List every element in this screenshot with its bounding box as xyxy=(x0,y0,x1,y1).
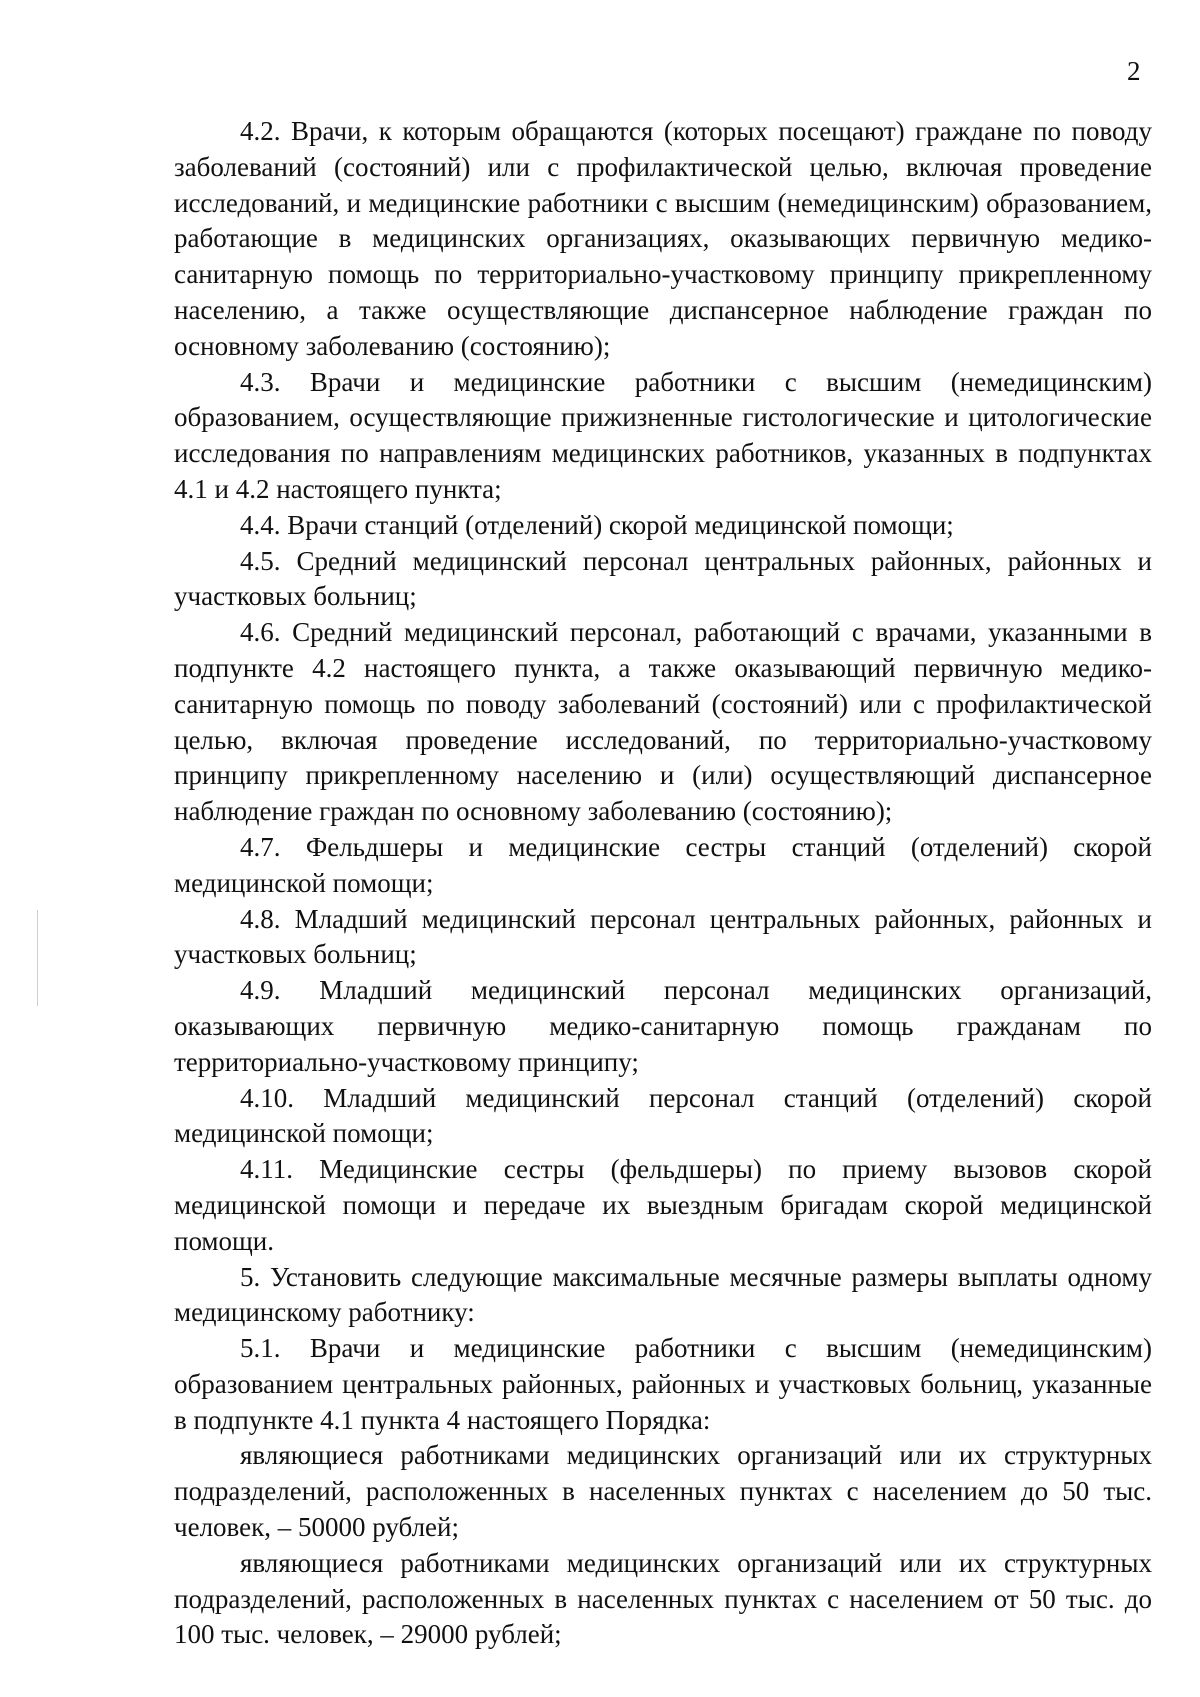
paragraph-4-7: 4.7. Фельдшеры и медицинские сестры станций (отделений) скорой медицинской помощи; xyxy=(174,831,1152,898)
paragraph-5-1-population-50k-100k: являющиеся работниками медицинских организаций или их структурных подразделений, расположенных в населенных пунктах с населением от 50 тыс. до 100 тыс. человек, – 29000 рублей; xyxy=(174,1547,1152,1650)
document-body xyxy=(174,114,1152,1653)
paragraph-5: 5. Установить следующие максимальные месячные размеры выплаты одному медицинскому работнику: xyxy=(174,1261,1152,1328)
page-number: 2 xyxy=(1127,56,1141,86)
paragraph-4-3: 4.3. Врачи и медицинские работники с высшим (немедицинским) образованием, осуществляющие прижизненные гистологические и цитологические исследования по направлениям медицинских работников, указанных в подпунктах 4.1 и 4.2 настоящего пункта; xyxy=(174,366,1152,504)
paragraph-4-2: 4.2. Врачи, к которым обращаются (которых посещают) граждане по поводу заболеваний (состояний) или с профилактической целью, включая проведение исследований, и медицинские работники с высшим (немедицинским) образованием, работающие в медицинских организациях, оказывающих первичную медико-санитарную помощь по территориально-участковому принципу прикрепленному населению, а также осуществляющие диспансерное наблюдение граждан по основному заболеванию (состоянию); xyxy=(174,116,1152,361)
paragraph-4-10: 4.10. Младший медицинский персонал станций (отделений) скорой медицинской помощи; xyxy=(174,1082,1152,1149)
paragraph-4-4: 4.4. Врачи станций (отделений) скорой медицинской помощи; xyxy=(240,509,954,540)
scan-edge-mark xyxy=(37,910,38,1006)
paragraph-4-11: 4.11. Медицинские сестры (фельдшеры) по приему вызовов скорой медицинской помощи и передаче их выездным бригадам скорой медицинской помощи. xyxy=(174,1154,1152,1256)
paragraph-4-5: 4.5. Средний медицинский персонал центральных районных, районных и участковых больниц; xyxy=(174,545,1152,612)
paragraph-5-1: 5.1. Врачи и медицинские работники с высшим (немедицинским) образованием центральных районных, районных и участковых больниц, указанные в подпункте 4.1 пункта 4 настоящего Порядка: xyxy=(174,1333,1152,1435)
paragraph-4-6: 4.6. Средний медицинский персонал, работающий с врачами, указанными в подпункте 4.2 настоящего пункта, а также оказывающий первичную медико-санитарную помощь по поводу заболеваний (состояний) или с профилактической целью, включая проведение исследований, по территориально-участковому принципу прикрепленному населению и (или) осуществляющий диспансерное наблюдение граждан по основному заболеванию (состоянию); xyxy=(174,617,1152,827)
paragraph-4-8: 4.8. Младший медицинский персонал центральных районных, районных и участковых больниц; xyxy=(174,903,1152,970)
paragraph-5-1-population-under-50k: являющиеся работниками медицинских организаций или их структурных подразделений, расположенных в населенных пунктах с населением до 50 тыс. человек, – 50000 рублей; xyxy=(174,1440,1152,1543)
paragraph-4-9: 4.9. Младший медицинский персонал медицинских организаций, оказывающих первичную медико-санитарную помощь гражданам по территориально-участковому принципу; xyxy=(174,975,1152,1077)
